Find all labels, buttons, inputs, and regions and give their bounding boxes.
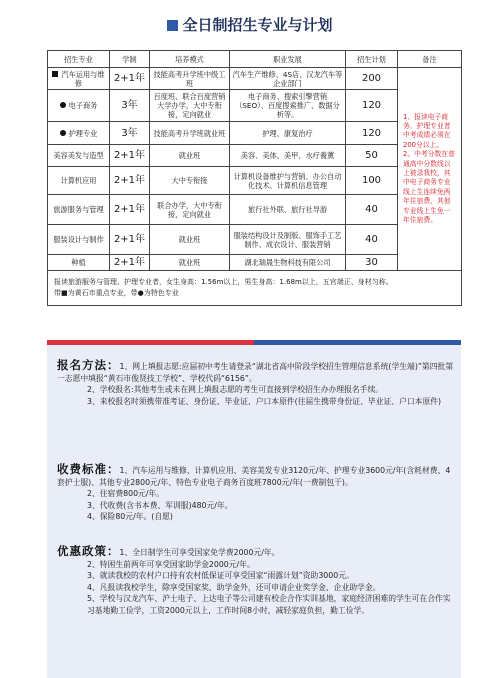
feature-major-dot-icon (60, 130, 66, 136)
feature-major-dot-icon (60, 102, 66, 108)
cell-major: 汽车运用与维修 (48, 68, 110, 90)
policy-line-3: 3、就读我校的农村户口持有农村低保证可享受国家“雨露计划”资助3000元。 (87, 571, 354, 581)
cell-years: 2+1年 (110, 225, 150, 255)
registration-section (57, 360, 457, 407)
table-row (48, 68, 462, 90)
height-requirement-text: 报读旅游服务与管理、护理专业者，女生身高：1.56m以上，男生身高：1.68m以上，五官端正、身材匀称。 (54, 278, 393, 286)
cell-career: 旅行社外联、旅行社导游 (230, 195, 346, 225)
cell-mode: 百度班、联合百度营销大学办学，大中专衔接，定向就业 (150, 90, 230, 122)
header-years: 学制 (110, 51, 150, 68)
cell-mode: 就业班 (150, 255, 230, 271)
registration-line-2: 2、学校报名:其他考生或未在网上填报志愿的考生可直接到学校招生办办理报名手续。 (87, 385, 384, 395)
cell-mode: 技能高考升学班就业班 (150, 122, 230, 145)
policy-line-2: 2、特困生前两年可享受国家助学金2000元/年。 (87, 559, 255, 569)
fees-section (57, 464, 457, 523)
cell-career: 汽车生产维修、4S店、汉龙汽车等企业部门 (230, 68, 346, 90)
cell-major: 服装设计与制作 (48, 225, 110, 255)
cell-years: 3年 (110, 90, 150, 122)
cell-major: 种植 (48, 255, 110, 271)
header-major: 招生专业 (48, 51, 110, 68)
info-panel (47, 340, 461, 678)
cell-career: 计算机设备维护与营销、办公自动化技术、计算机信息管理 (230, 167, 346, 195)
cell-major: 美容美发与造型 (48, 145, 110, 167)
header-mode: 培养模式 (150, 51, 230, 68)
cell-plan: 40 (346, 225, 398, 255)
cell-years: 2+1年 (110, 167, 150, 195)
summary-cell (48, 271, 462, 306)
title-square-icon (167, 20, 178, 31)
fees-heading: 收费标准： (57, 462, 120, 476)
cell-major: 计算机应用 (48, 167, 110, 195)
fees-line-2: 2、住宿费800元/年。 (87, 489, 165, 499)
cell-plan: 30 (346, 255, 398, 271)
policy-section (57, 546, 457, 617)
cell-years: 2+1年 (110, 145, 150, 167)
header-note: 备注 (398, 51, 462, 68)
cell-years: 2+1年 (110, 68, 150, 90)
note-cell: 1、报读电子商务、护理专业者中考成绩必须在200分以上。 2、中考分数在普通高中分数线以上被录我校，其中电子商务专业线上生连续免两年住宿费，其他专业线上生免一年住宿费。 (398, 68, 462, 271)
policy-line-1: 1、全日制学生可享受国家免学费2000元/年。 (119, 548, 280, 557)
header-career: 职业发展 (230, 51, 346, 68)
cell-years: 2+1年 (110, 195, 150, 225)
policy-line-4: 4、凡报读我校学生，除享受国家奖、助学金外，还可申请企业奖学金、企业助学金。 (87, 582, 381, 592)
page-title-text: 全日制招生专业与计划 (182, 16, 333, 34)
cell-career: 护理、康复治疗 (230, 122, 346, 145)
panel-bar-blue (254, 340, 461, 345)
cell-plan: 120 (346, 90, 398, 122)
cell-mode: 就业班 (150, 225, 230, 255)
cell-plan: 200 (346, 68, 398, 90)
cell-career: 湖北瑞晟生物科技有限公司 (230, 255, 346, 271)
fees-line-4: 4、保险80元/年。(自愿) (87, 512, 173, 522)
cell-career: 电子商务、搜索引擎营销（SEO）、百度搜索推广、数据分析等。 (230, 90, 346, 122)
cell-mode: 联合办学，大中专衔接，定向就业 (150, 195, 230, 225)
policy-line-5: 5、学校与汉龙汽车、沪士电子、上达电子等公司建有校企合作实训基地，家庭经济困难的学生可在合作实习基地勤工俭学，工资2000元以上，工作时间8小时，减轻家庭负担，勤工俭学。 (87, 594, 451, 615)
cell-years: 3年 (110, 122, 150, 145)
fees-line-1: 1、汽车运用与维修、计算机应用、美容美发专业3120元/年、护理专业3600元/年(含耗材费、4套护士服)、其他专业2800元/年、特色专业电子商务百度班7800元/年(一费制包干)。 (57, 466, 451, 487)
header-plan: 招生计划 (346, 51, 398, 68)
summary-row (48, 271, 462, 306)
cell-major: 护理专业 (48, 122, 110, 145)
policy-heading: 优惠政策： (57, 544, 120, 558)
key-major-square-icon (52, 71, 58, 77)
cell-career: 服装结构设计及制版、服饰手工艺制作、成衣设计、服装营销 (230, 225, 346, 255)
cell-plan: 40 (346, 195, 398, 225)
cell-career: 美容、美体、美甲、水疗養薰 (230, 145, 346, 167)
registration-heading: 报名方法： (57, 358, 120, 372)
cell-mode: 就业班 (150, 145, 230, 167)
page-title (0, 14, 500, 35)
cell-major: 旅游服务与管理 (48, 195, 110, 225)
table-header-row (48, 51, 462, 68)
panel-bar-red (47, 340, 254, 345)
enrollment-table (47, 50, 462, 306)
cell-mode: 大中专衔接 (150, 167, 230, 195)
cell-plan: 100 (346, 167, 398, 195)
legend-text: 带■为黄石市重点专业，带●为特色专业 (54, 289, 179, 297)
cell-mode: 技能高考升学班中级工班 (150, 68, 230, 90)
cell-major: 电子商务 (48, 90, 110, 122)
cell-years: 2+1年 (110, 255, 150, 271)
cell-plan: 120 (346, 122, 398, 145)
cell-plan: 50 (346, 145, 398, 167)
registration-line-3: 3、来校报名时须携带准考证、身份证、毕业证、户口本原件(往届生携带身份证、毕业证、户口本原件) (87, 396, 442, 406)
fees-line-3: 3、代收费(含书本费、军训服)480元/年。 (87, 500, 233, 510)
registration-line-1: 1、网上填报志愿:应届初中考生请登录“湖北省高中阶段学校招生管理信息系统(学生端)”第四批第一志愿中填报“黄石市俊贤技工学校”、学校代码“6156”。 (57, 362, 454, 383)
